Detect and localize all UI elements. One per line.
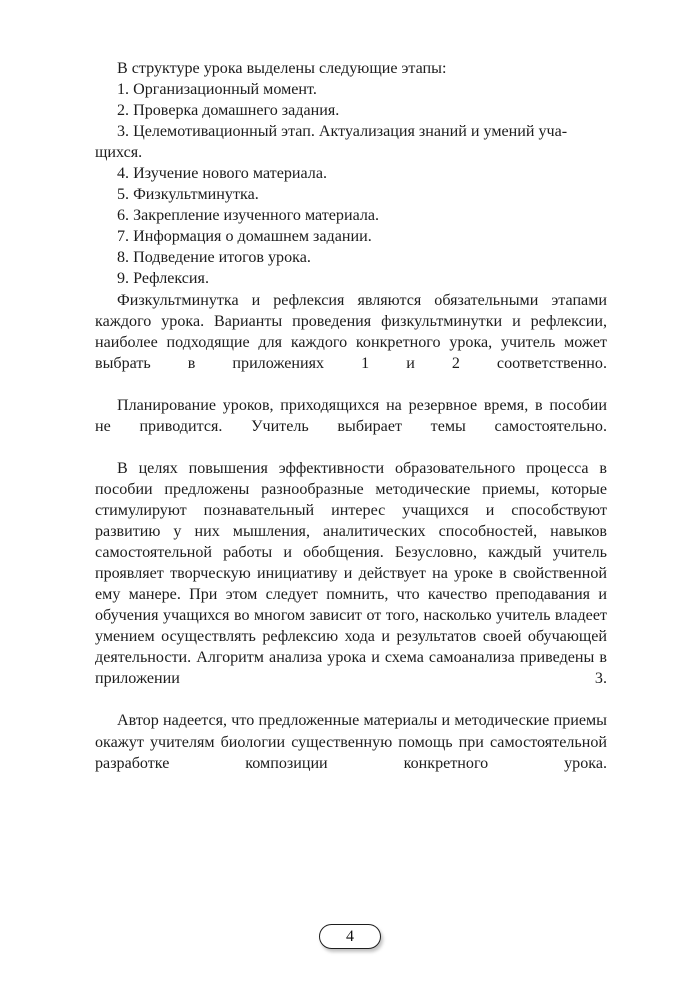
body-paragraph: Физкультминутка и рефлексия являются обязательными этапами каждого урока. Варианты проведения физкультминутки и рефлексии, наиболее подходящие для каждого конкретного урока, учитель может выбрать в приложениях 1 и 2 соответственно. [95,291,607,372]
intro-line: В структуре урока выделены следующие этапы: [117,60,447,77]
lesson-stage-item: 3. Целемотивационный этап. Актуализация знаний и умений уча- [117,123,568,141]
lesson-stage-item: 1. Организационный момент. [117,81,317,99]
body-paragraph: Планирование уроков, приходящихся на резервное время, в пособии не приводится. Учитель выбирает темы самостоятельно. [95,396,607,435]
body-paragraph: Автор надеется, что предложенные материалы и методические приемы окажут учителям биологии существенную помощь при самостоятельной разработке композиции конкретного урока. [95,712,607,772]
lesson-stage-item: 9. Рефлексия. [117,270,209,288]
lesson-stage-item: 5. Физкультминутка. [117,186,259,204]
lesson-stage-item-continuation: щихся. [95,144,143,162]
lesson-stage-item: 4. Изучение нового материала. [117,165,327,183]
page-body-text [95,58,607,795]
lesson-stage-item: 6. Закрепление изученного материала. [117,207,380,225]
lesson-stage-item: 8. Подведение итогов урока. [117,249,311,267]
page-number-container [0,924,700,949]
lesson-stage-item: 2. Проверка домашнего задания. [117,102,340,120]
lesson-stage-item: 7. Информация о домашнем задании. [117,228,372,246]
page-number-badge: 4 [319,924,381,949]
body-paragraph: В целях повышения эффективности образовательного процесса в пособии предложены разнообразные методические приемы, которые стимулируют познавательный интерес учащихся и способствуют развитию у них мышления, аналитических способностей, навыков самостоятельной работы и обобщения. Безусловно, каждый учитель проявляет творческую инициативу и действует на уроке в свойственной ему манере. При этом следует помнить, что качество преподавания и обучения учащихся во многом зависит от того, насколько учитель владеет умением осуществлять рефлексию хода и результатов своей обучающей деятельности. Алгоритм анализа урока и схема самоанализа приведены в приложении 3. [95,459,607,688]
